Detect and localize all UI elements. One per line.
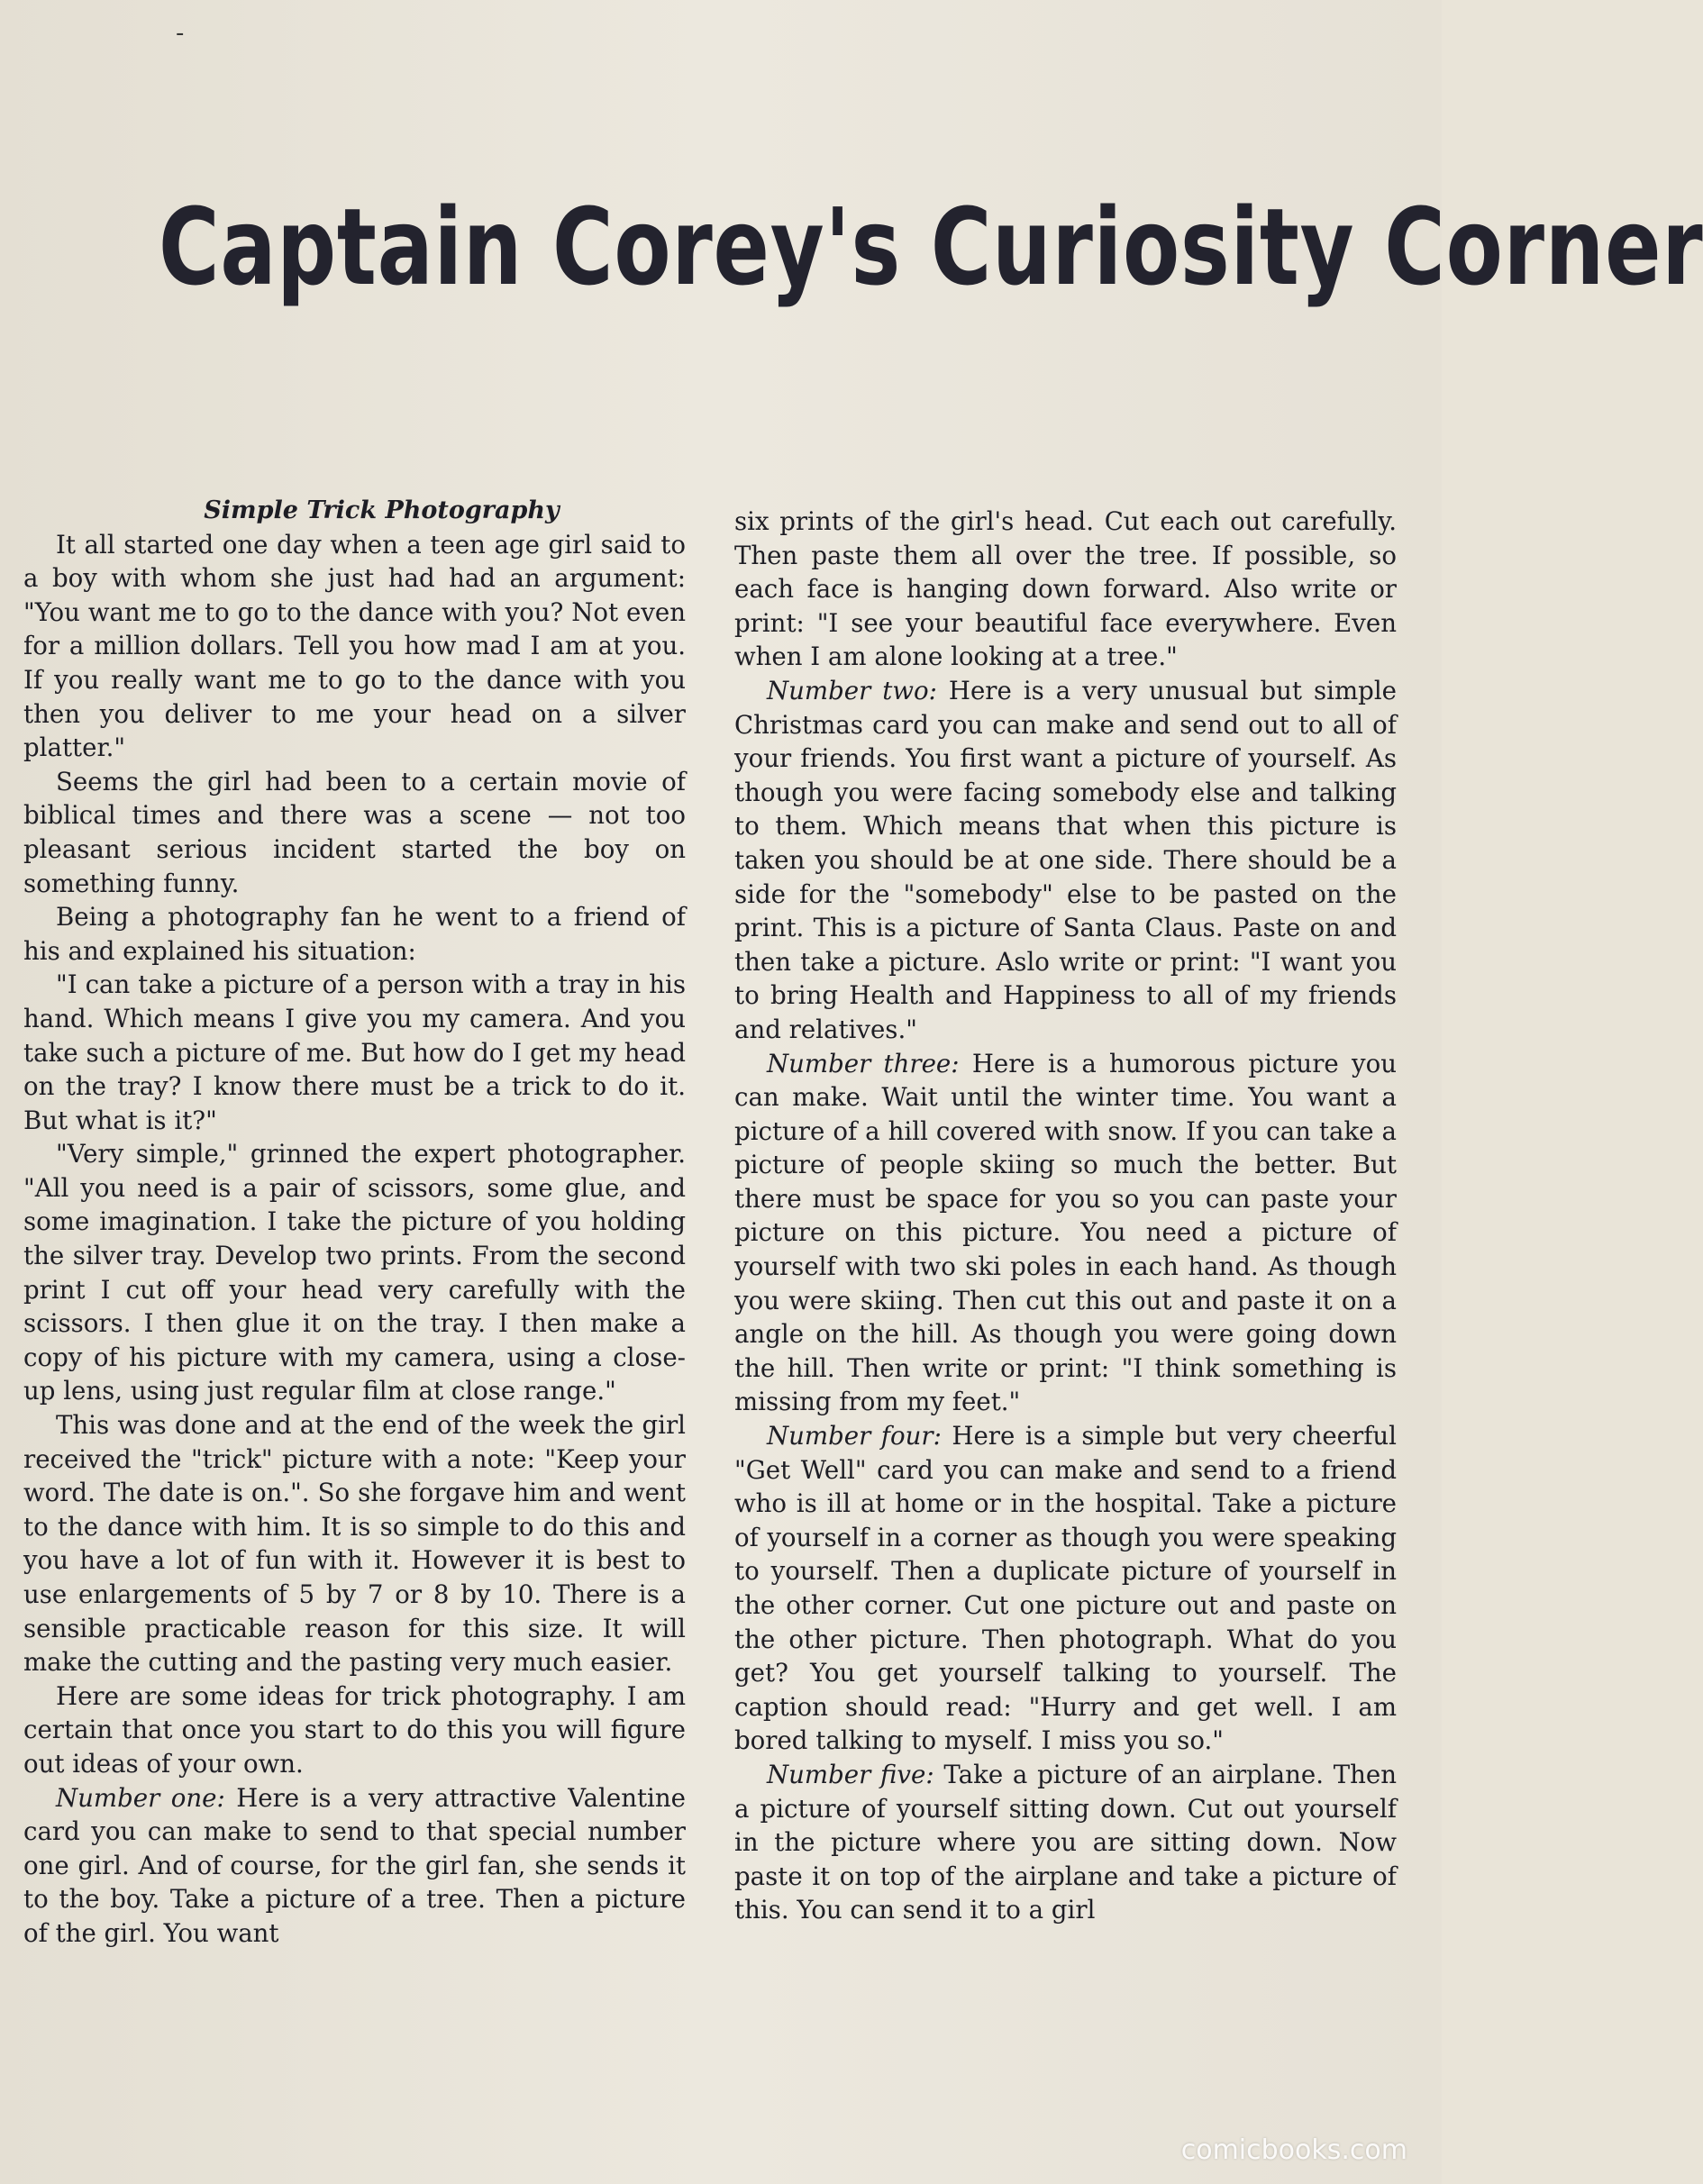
section-subheading: Simple Trick Photography xyxy=(204,496,560,524)
paragraph: It all started one day when a teen age girl said to a boy with whom she just had had an argument: "You want me to go to the dance with you? Not even for a million dollars. Tell you how mad I am at you. If you really want me to go to the dance with you then you deliver to me your head on a silver platter." xyxy=(23,529,686,763)
paragraph-number-four xyxy=(734,1419,1397,1758)
paragraph-number-three xyxy=(734,1047,1397,1420)
paragraph: "I can take a picture of a person with a tray in his hand. Which means I give you my camera. And you take such a picture of me. But how do I get my head on the tray? I know there must be a trick to do it. But what is it?" xyxy=(23,969,686,1135)
right-column xyxy=(734,505,1397,1927)
item-text: Here is a very attractive Valentine card you can make to send to that special number one girl. And of course, for the girl fan, she sends it to the boy. Take a picture of a tree. Then a picture of the girl. You want xyxy=(23,1782,686,1948)
item-text: Here is a humorous picture you can make. Wait until the winter time. You want a picture of a hill covered with snow. If you can take a picture of people skiing so much the better. But there must be space for you so you can paste your picture on this picture. You need a picture of yourself with two ski poles in each hand. As though you were skiing. Then cut this out and paste it on a angle on the hill. As though you were going down the hill. Then write or print: "I think something is missing from my feet." xyxy=(734,1048,1397,1417)
paragraph: Here are some ideas for trick photography. I am certain that once you start to do this you will figure out ideas of your own. xyxy=(23,1680,686,1779)
page-title: Captain Corey's Curiosity Corner xyxy=(159,185,1703,309)
item-lead: Number five: xyxy=(767,1759,934,1789)
paragraph-number-five xyxy=(734,1758,1397,1927)
paragraph: Seems the girl had been to a certain movie of biblical times and there was a scene — not too pleasant serious incident started the boy on something funny. xyxy=(23,766,686,898)
item-text: Here is a very unusual but simple Christmas card you can make and send out to all of your friends. You first want a picture of yourself. As though you were facing somebody else and talking to them. Which means that when this picture is taken you should be at one side. There should be a side for the "somebody" else to be pasted on the print. This is a picture of Santa Claus. Paste on and then take a picture. Aslo write or print: "I want you to bring Health and Happiness to all of my friends and relatives." xyxy=(734,675,1397,1044)
item-lead: Number three: xyxy=(767,1048,960,1078)
paragraph-number-two xyxy=(734,674,1397,1047)
paragraph: Being a photography fan he went to a friend of his and explained his situation: xyxy=(23,902,686,966)
item-text: Take a picture of an airplane. Then a picture of yourself sitting down. Cut out yourself in the picture where you are sitting down. Now paste it on top of the airplane and take a picture of this. You can send it to a girl xyxy=(734,1759,1397,1925)
item-lead: Number two: xyxy=(767,675,937,705)
item-text: Here is a simple but very cheerful "Get Well" card you can make and send to a friend who is ill at home or in the hospital. Take a picture of yourself in a corner as though you were speaking to yourself. Then a duplicate picture of yourself in the other corner. Cut one picture out and paste on the other picture. Then photograph. What do you get? You get yourself talking to yourself. The caption should read: "Hurry and get well. I am bored talking to myself. I miss you so." xyxy=(734,1421,1398,1756)
paragraph-continuation: six prints of the girl's head. Cut each out carefully. Then paste them all over the tree. If possible, so each face is hanging down forward. Also write or print: "I see your beautiful face everywhere. Even when I am alone looking at a tree." xyxy=(734,506,1397,672)
item-lead: Number four: xyxy=(767,1421,942,1451)
corner-mark: - xyxy=(176,20,185,47)
paragraph: This was done and at the end of the week the girl received the "trick" picture with a note: "Keep your word. The date is on.". So she forgave him and went to the dance with him. It is so simple to do this and you have a lot of fun with it. However it is best to use enlargements of 5 by 7 or 8 by 10. There is a sensible practicable reason for this size. It will make the cutting and the pasting very much easier. xyxy=(23,1410,686,1678)
paragraph: "Very simple," grinned the expert photographer. "All you need is a pair of scissors, some glue, and some imagination. I take the picture of you holding the silver tray. Develop two prints. From the second print I cut off your head very carefully with the scissors. I then glue it on the tray. I then make a copy of his picture with my camera, using a close-up lens, using just regular film at close range." xyxy=(23,1139,686,1406)
item-lead: Number one: xyxy=(56,1782,225,1813)
source-watermark: comicbooks.com xyxy=(1180,2134,1407,2166)
left-column xyxy=(23,494,686,1951)
paragraph-number-one xyxy=(23,1781,686,1951)
